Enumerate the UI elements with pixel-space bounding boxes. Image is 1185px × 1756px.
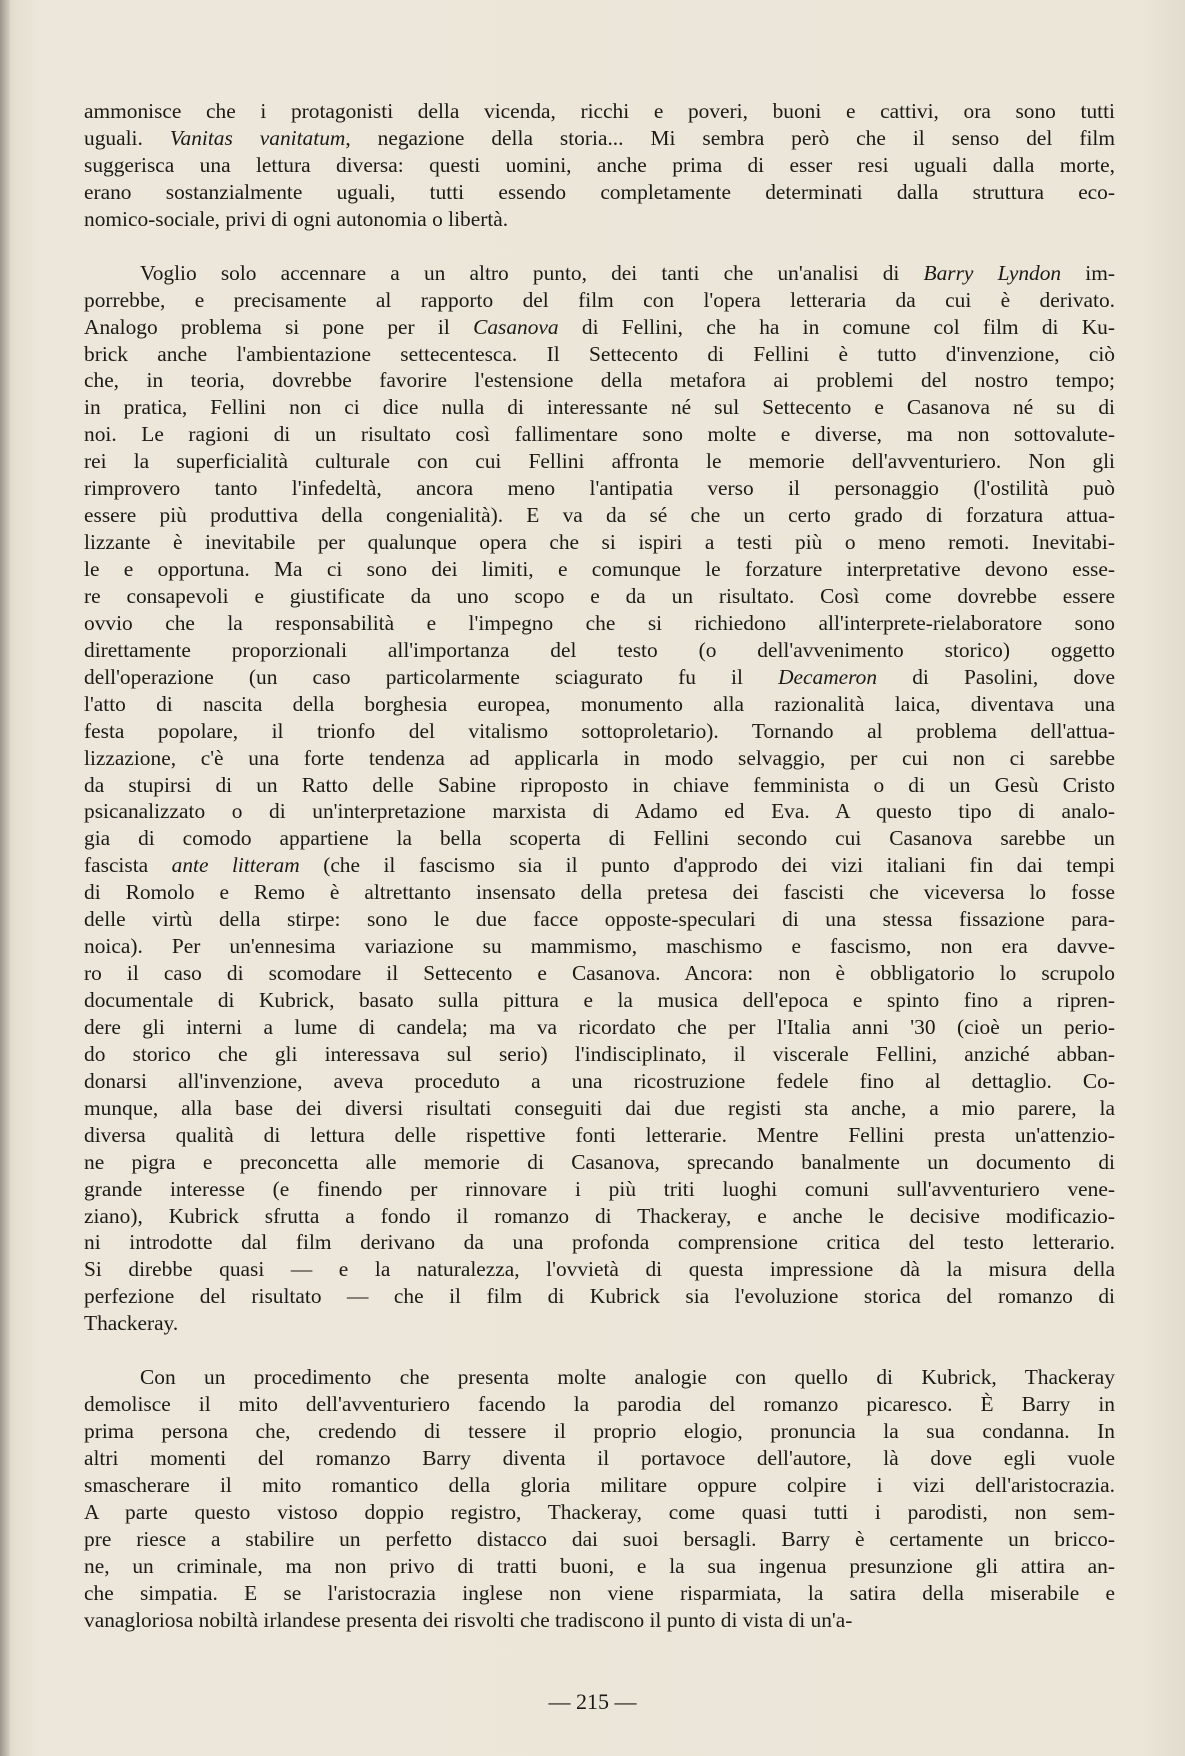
text-line: noica). Per un'ennesima variazione su mammismo, maschismo e fascismo, non era davve-	[84, 934, 1115, 959]
text-line: ro il caso di scomodare il Settecento e Casanova. Ancora: non è obbligatorio lo scrupolo	[84, 961, 1115, 986]
text-line: documentale di Kubrick, basato sulla pittura e la musica dell'epoca e spinto fino a ripren-	[84, 988, 1115, 1012]
text-line: perfezione del risultato — che il film di Kubrick sia l'evoluzione storica del romanzo di	[84, 1284, 1115, 1309]
text-line: Analogo problema si pone per il Casanova di Fellini, che ha in comune col film di Ku-	[84, 314, 1116, 339]
text-line: che simpatia. E se l'aristocrazia inglese non viene risparmiata, la satira della miserabile e	[84, 1580, 1115, 1605]
text-line: da stupirsi di un Ratto delle Sabine riproposto in chiave femminista o di un Gesù Cristo	[84, 772, 1115, 797]
text-line: delle virtù della stirpe: sono le due facce opposte-speculari di una stessa fissazione para-	[84, 907, 1115, 932]
text-line: psicanalizzato o di un'interpretazione marxista di Adamo ed Eva. A questo tipo di analo-	[84, 799, 1115, 824]
text-line: lizzazione, c'è una forte tendenza ad applicarla in modo selvaggio, per cui non ci sarebbe	[84, 745, 1115, 770]
text-line: direttamente proporzionali all'importanza del testo (o dell'avvenimento storico) oggetto	[84, 637, 1115, 662]
text-line: ni introdotte dal film derivano da una profonda comprensione critica del testo letterario.	[84, 1230, 1115, 1255]
text-line: Si direbbe quasi — e la naturalezza, l'ovvietà di questa impressione dà la misura della	[84, 1257, 1115, 1282]
text-line: ovvio che la responsabilità e l'impegno che si richiedono all'interprete-rielaboratore sono	[84, 610, 1115, 635]
text-line: che, in teoria, dovrebbe favorire l'estensione della metafora ai problemi del nostro tempo;	[84, 368, 1115, 393]
text-line: le e opportuna. Ma ci sono dei limiti, e comunque le forzature interpretative devono esse-	[84, 557, 1115, 581]
text-line: diversa qualità di lettura delle rispettive fonti letterarie. Mentre Fellini presta un'attenzio-	[84, 1122, 1115, 1147]
text-line: altri momenti del romanzo Barry diventa il portavoce dell'autore, là dove egli vuole	[84, 1446, 1115, 1470]
text-line: nomico-sociale, privi di ogni autonomia o libertà.	[84, 206, 509, 231]
binding-shadow	[0, 0, 10, 1756]
text-line: vanagloriosa nobiltà irlandese presenta dei risvolti che tradiscono il punto di vista di un'a-	[84, 1607, 853, 1632]
text-line: grande interesse (e finendo per rinnovare i più triti luoghi comuni sull'avventuriero vene-	[84, 1176, 1115, 1201]
paragraph-gap	[84, 233, 1115, 260]
text-line: A parte questo vistoso doppio registro, Thackeray, come quasi tutti i parodisti, non sem-	[84, 1499, 1115, 1524]
text-line: ammonisce che i protagonisti della vicenda, ricchi e poveri, buoni e cattivi, ora sono tutti	[84, 99, 1115, 123]
text-line: rimprovero tanto l'infedeltà, ancora meno l'antipatia verso il personaggio (l'ostilità può	[84, 476, 1115, 501]
text-line: ne, un criminale, ma non privo di tratti buoni, e la sua ingenua presunzione gli attira an-	[84, 1553, 1115, 1578]
text-line: l'atto di nascita della borghesia europea, monumento alla razionalità laica, diventava una	[84, 691, 1115, 716]
text-line: Thackeray.	[84, 1311, 179, 1336]
text-line: prima persona che, credendo di tessere il proprio elogio, pronuncia la sua condanna. In	[84, 1419, 1115, 1444]
text-line: di Romolo e Remo è altrettanto insensato della pretesa dei fascisti che viceversa lo fosse	[84, 880, 1115, 905]
body-text	[84, 98, 1115, 1634]
text-line: erano sostanzialmente uguali, tutti essendo completamente determinati dalla struttura eco-	[84, 179, 1115, 204]
text-line: noi. Le ragioni di un risultato così fallimentare sono molte e diverse, ma non sottovalute-	[84, 422, 1115, 447]
text-line: festa popolare, il trionfo del vitalismo sottoproletario). Tornando al problema dell'attua-	[84, 718, 1115, 743]
text-line: fascista ante litteram (che il fascismo sia il punto d'approdo dei vizi italiani fin dai tempi	[84, 853, 1115, 878]
page-number: — 215 —	[548, 1689, 637, 1714]
text-line: in pratica, Fellini non ci dice nulla di interessante né sul Settecento e Casanova né su di	[84, 395, 1115, 420]
paragraph-gap	[84, 1337, 1115, 1364]
text-line: Voglio solo accennare a un altro punto, dei tanti che un'analisi di Barry Lyndon im-	[140, 260, 1115, 285]
text-line: do storico che gli interessava sul serio) l'indisciplinato, il viscerale Fellini, anziché abban-	[84, 1041, 1115, 1066]
text-line: dere gli interni a lume di candela; ma va ricordato che per l'Italia anni '30 (cioè un perio-	[84, 1014, 1115, 1039]
text-line: essere più produttiva della congenialità). E va da sé che un certo grado di forzatura attua-	[84, 503, 1115, 528]
text-line: dell'operazione (un caso particolarmente sciagurato fu il Decameron di Pasolini, dove	[84, 664, 1115, 689]
text-line: porrebbe, e precisamente al rapporto del film con l'opera letteraria da cui è derivato.	[84, 287, 1115, 312]
text-line: gia di comodo appartiene la bella scoperta di Fellini secondo cui Casanova sarebbe un	[84, 826, 1115, 851]
text-line: munque, alla base dei diversi risultati conseguiti dai due registi sta anche, a mio parere, la	[84, 1095, 1115, 1120]
text-line: brick anche l'ambientazione settecentesca. Il Settecento di Fellini è tutto d'invenzione, ciò	[84, 341, 1115, 366]
text-line: demolisce il mito dell'avventuriero facendo la parodia del romanzo picaresco. È Barry in	[84, 1392, 1115, 1417]
text-line: re consapevoli e giustificate da uno scopo e da un risultato. Così come dovrebbe essere	[84, 583, 1115, 608]
text-line: ziano), Kubrick sfrutta a fondo il romanzo di Thackeray, e anche le decisive modificazio-	[84, 1203, 1115, 1228]
text-line: suggerisca una lettura diversa: questi uomini, anche prima di esser resi uguali dalla morte,	[84, 152, 1115, 177]
text-line: lizzante è inevitabile per qualunque opera che si ispiri a testi più o meno remoti. Inevitabi-	[84, 530, 1115, 555]
text-line: ne pigra e preconcetta alle memorie di Casanova, sprecando banalmente un documento di	[84, 1149, 1115, 1174]
text-line: Con un procedimento che presenta molte analogie con quello di Kubrick, Thackeray	[140, 1365, 1115, 1390]
text-line: donarsi all'invenzione, aveva proceduto a una ricostruzione fedele fino al dettaglio. Co-	[84, 1068, 1115, 1093]
text-line: pre riesce a stabilire un perfetto distacco dai suoi bersagli. Barry è certamente un bricco-	[84, 1526, 1115, 1551]
text-line: smascherare il mito romantico della gloria militare oppure colpire i vizi dell'aristocrazia.	[84, 1472, 1115, 1497]
text-line: uguali. Vanitas vanitatum, negazione della storia... Mi sembra però che il senso del film	[84, 125, 1115, 150]
text-line: rei la superficialità culturale con cui Fellini affronta le memorie dell'avventuriero. Non gli	[84, 449, 1115, 474]
